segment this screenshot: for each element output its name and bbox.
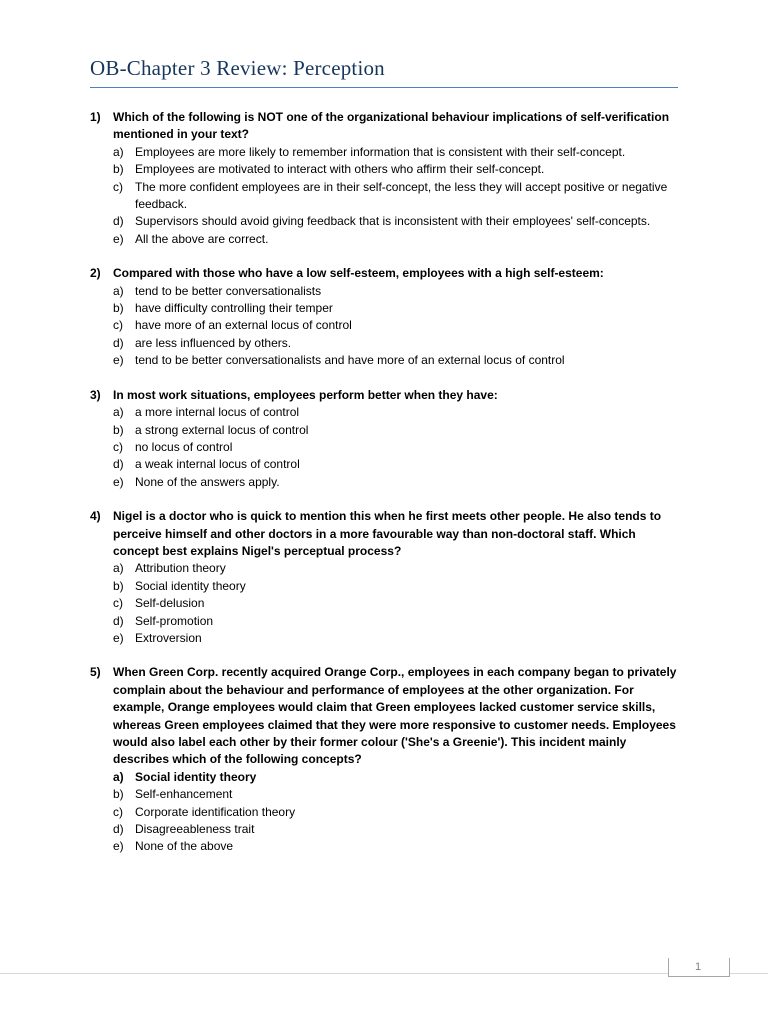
option-text: have more of an external locus of control [135, 318, 352, 333]
option-item [90, 300, 682, 317]
question-1 [90, 109, 682, 248]
option-item [90, 213, 682, 230]
option-text: tend to be better conversationalists [135, 283, 322, 298]
option-text: a strong external locus of control [135, 422, 309, 437]
option-text: no locus of control [135, 439, 233, 454]
question-3 [90, 387, 682, 491]
question-number: 2) [90, 266, 101, 281]
option-text: Social identity theory [135, 578, 246, 593]
option-text: Employees are motivated to interact with others who affirm their self-concept. [135, 162, 545, 177]
question-number: 5) [90, 665, 101, 680]
option-letter: c) [113, 318, 123, 333]
option-letter: b) [113, 787, 124, 802]
option-item [90, 613, 682, 630]
question-stem [90, 109, 682, 144]
question-stem [90, 508, 682, 560]
option-text: Disagreeableness trait [135, 822, 255, 837]
option-item [90, 179, 682, 214]
option-letter: b) [113, 301, 124, 316]
option-letter: a) [113, 144, 124, 159]
question-stem [90, 265, 682, 282]
option-letter: b) [113, 162, 124, 177]
option-letter: b) [113, 578, 124, 593]
option-text: are less influenced by others. [135, 335, 292, 350]
option-item [90, 231, 682, 248]
option-letter: c) [113, 596, 123, 611]
page-title: OB-Chapter 3 Review: Perception [90, 56, 385, 80]
option-letter: b) [113, 422, 124, 437]
option-item [90, 144, 682, 161]
question-text: Compared with those who have a low self-esteem, employees with a high self-esteem: [113, 266, 604, 281]
question-5 [90, 664, 682, 855]
option-item [90, 786, 682, 803]
option-text: None of the answers apply. [135, 474, 280, 489]
option-letter: c) [113, 439, 123, 454]
question-4 [90, 508, 682, 647]
option-letter: c) [113, 804, 123, 819]
option-letter: c) [113, 179, 123, 194]
option-item [90, 578, 682, 595]
option-text: Supervisors should avoid giving feedback that is inconsistent with their employees' self-concepts. [135, 214, 651, 229]
option-text: None of the above [135, 839, 234, 854]
option-item [90, 404, 682, 421]
option-letter: a) [113, 769, 124, 784]
option-letter: e) [113, 353, 124, 368]
option-list [90, 769, 682, 856]
option-list [90, 404, 682, 491]
option-text: a weak internal locus of control [135, 457, 300, 472]
option-item [90, 769, 682, 786]
footer-rule [0, 973, 768, 974]
option-item [90, 283, 682, 300]
question-list [90, 109, 682, 873]
option-text: Corporate identification theory [135, 804, 296, 819]
option-text: tend to be better conversationalists and have more of an external locus of control [135, 353, 565, 368]
option-list [90, 144, 682, 248]
question-number: 4) [90, 509, 101, 524]
question-stem [90, 664, 682, 768]
page-number: 1 [694, 961, 702, 973]
option-text: Self-promotion [135, 613, 214, 628]
option-letter: a) [113, 561, 124, 576]
question-number: 1) [90, 110, 101, 124]
option-text: Social identity theory [135, 769, 257, 784]
option-item [90, 595, 682, 612]
option-text: Employees are more likely to remember information that is consistent with their self-concept. [135, 144, 626, 159]
question-text: Which of the following is NOT one of the organizational behaviour implications of self-verification mentioned in your text? [113, 110, 670, 142]
option-letter: d) [113, 822, 124, 837]
option-item [90, 560, 682, 577]
question-text: Nigel is a doctor who is quick to mention this when he first meets other people. He also tends to perceive himself and other doctors in a more favourable way than non-doctoral staff. Which concept best explains Nigel's perceptual process? [113, 509, 662, 558]
question-2 [90, 265, 682, 369]
option-letter: e) [113, 839, 124, 854]
option-letter: d) [113, 613, 124, 628]
option-item [90, 161, 682, 178]
option-item [90, 317, 682, 334]
option-text: Extroversion [135, 630, 202, 645]
option-list [90, 560, 682, 647]
option-text: Attribution theory [135, 561, 226, 576]
question-number: 3) [90, 387, 101, 402]
option-letter: d) [113, 214, 124, 229]
option-item [90, 474, 682, 491]
option-item [90, 352, 682, 369]
option-letter: a) [113, 283, 124, 298]
option-item [90, 630, 682, 647]
question-text: When Green Corp. recently acquired Orange Corp., employees in each company began to privately complain about the behaviour and performance of employees at the other organization. For example, Orange employees would claim that Green employees lacked customer service skills, whereas Green employees claimed that they were more responsive to customer needs. Employees would also label each other by their former colour ('She's a Greenie'). This incident mainly describes which of the following concepts? [113, 665, 677, 767]
question-stem [90, 387, 682, 404]
option-item [90, 422, 682, 439]
option-item [90, 804, 682, 821]
option-item [90, 439, 682, 456]
option-item [90, 838, 682, 855]
option-letter: d) [113, 457, 124, 472]
option-text: All the above are correct. [135, 231, 269, 246]
option-letter: e) [113, 474, 124, 489]
option-text: The more confident employees are in their self-concept, the less they will accept positive or negative feedback. [135, 179, 668, 212]
option-list [90, 283, 682, 370]
option-item [90, 335, 682, 352]
option-item [90, 821, 682, 838]
option-item [90, 456, 682, 473]
option-text: a more internal locus of control [135, 405, 300, 420]
option-text: have difficulty controlling their temper [135, 301, 333, 316]
option-text: Self-enhancement [135, 787, 233, 802]
option-letter: e) [113, 231, 124, 246]
option-letter: d) [113, 335, 124, 350]
option-letter: a) [113, 405, 124, 420]
question-text: In most work situations, employees perform better when they have: [113, 387, 498, 402]
title-underline [90, 87, 678, 88]
option-letter: e) [113, 630, 124, 645]
option-text: Self-delusion [135, 596, 205, 611]
